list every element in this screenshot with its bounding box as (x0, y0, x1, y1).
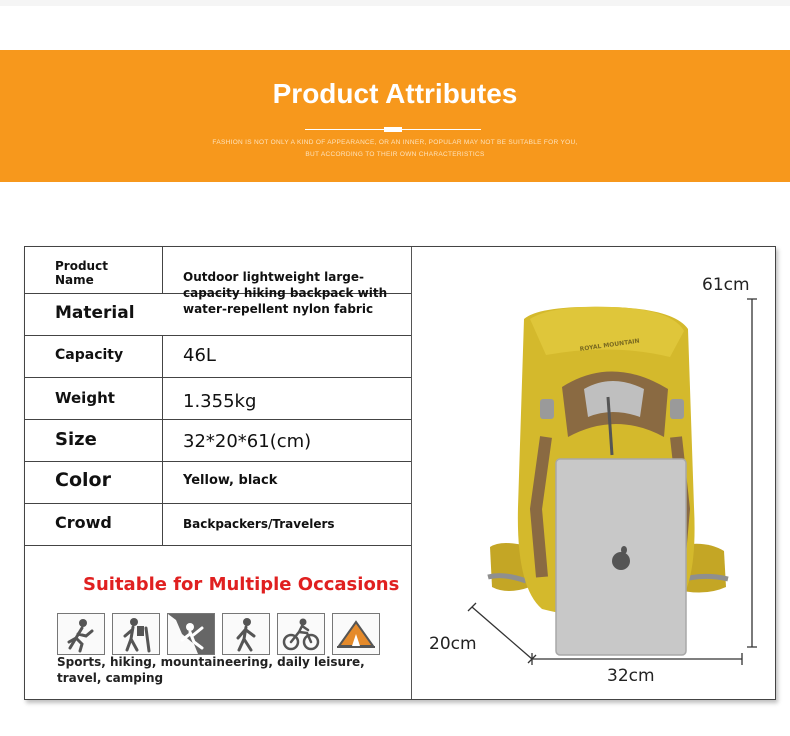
occasions-description: Sports, hiking, mountaineering, daily leisure, travel, camping (57, 655, 365, 685)
top-strip (0, 0, 790, 6)
product-photo (412, 247, 775, 699)
label-capacity: Capacity (55, 347, 124, 363)
label-product-name: Product Name (55, 259, 108, 287)
attributes-panel (24, 246, 776, 700)
running-icon (57, 613, 105, 655)
banner-divider-mark (384, 127, 402, 132)
label-material: Material (55, 303, 135, 323)
walking-icon (222, 613, 270, 655)
label-size: Size (55, 429, 97, 450)
value-crowd: Backpackers/Travelers (183, 517, 335, 531)
row-divider (25, 545, 411, 546)
column-divider (162, 247, 163, 293)
height-dimension: 61cm (702, 275, 750, 295)
depth-dimension: 20cm (429, 634, 477, 654)
row-divider (25, 419, 411, 420)
column-divider (162, 336, 163, 545)
row-divider (25, 461, 411, 462)
row-divider (25, 503, 411, 504)
hiking-icon (112, 613, 160, 655)
value-product-name: Outdoor lightweight large-capacity hiking backpack with water-repellent nylon fabric (183, 270, 388, 316)
label-color: Color (55, 469, 111, 491)
banner-subtitle-line1: FASHION IS NOT ONLY A KIND OF APPEARANCE, OR AN INNER, POPULAR MAY NOT BE SUITABLE FOR YOU, (212, 139, 578, 146)
label-crowd: Crowd (55, 513, 112, 532)
value-capacity: 46L (183, 345, 216, 366)
banner-title: Product Attributes (272, 78, 518, 109)
value-weight: 1.355kg (183, 391, 257, 412)
attributes-banner (0, 50, 790, 182)
row-divider (25, 377, 411, 378)
occasions-title: Suitable for Multiple Occasions (83, 574, 400, 595)
value-size: 32*20*61(cm) (183, 431, 312, 452)
camping-tent-icon (332, 613, 380, 655)
backpack-illustration (412, 247, 775, 699)
width-dimension: 32cm (607, 666, 655, 686)
occasion-icons (57, 613, 387, 653)
label-weight: Weight (55, 389, 115, 407)
row-divider (25, 335, 411, 336)
value-color: Yellow, black (183, 473, 278, 488)
climbing-icon (167, 613, 215, 655)
cycling-icon (277, 613, 325, 655)
brand-logo: ROYAL MOUNTAIN (579, 337, 641, 353)
banner-subtitle-line2: BUT ACCORDING TO THEIR OWN CHARACTERISTICS (305, 151, 485, 158)
